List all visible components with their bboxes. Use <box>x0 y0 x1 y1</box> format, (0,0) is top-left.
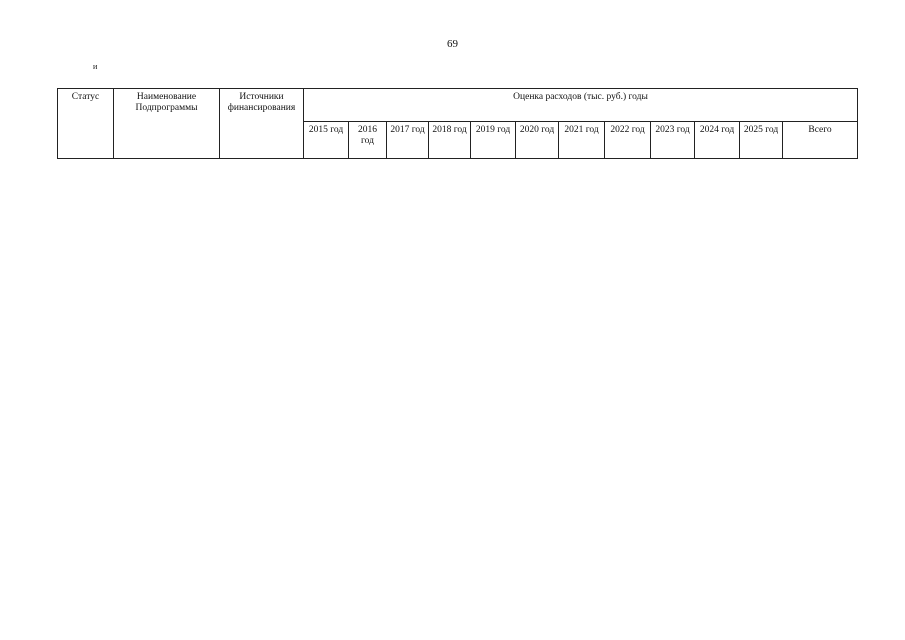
year-header: 2019 год <box>471 122 516 159</box>
stray-mark: и <box>93 62 98 71</box>
year-header: 2018 год <box>429 122 471 159</box>
page-number: 69 <box>447 38 458 50</box>
year-header: 2022 год <box>605 122 651 159</box>
name-header: Наименование Подпрограммы <box>114 89 220 159</box>
year-header: 2023 год <box>651 122 695 159</box>
total-header: Всего <box>783 122 858 159</box>
year-header: 2017 год <box>387 122 429 159</box>
year-header: 2020 год <box>516 122 559 159</box>
year-header: 2021 год <box>559 122 605 159</box>
estimate-header: Оценка расходов (тыс. руб.) годы <box>304 89 858 122</box>
sources-header: Источники финансирования <box>220 89 304 159</box>
year-header: 2024 год <box>695 122 740 159</box>
year-header: 2016 год <box>349 122 387 159</box>
year-header: 2025 год <box>740 122 783 159</box>
header-row <box>58 89 858 122</box>
expenditure-table <box>57 88 858 159</box>
status-header: Статус <box>58 89 114 159</box>
year-header: 2015 год <box>304 122 349 159</box>
